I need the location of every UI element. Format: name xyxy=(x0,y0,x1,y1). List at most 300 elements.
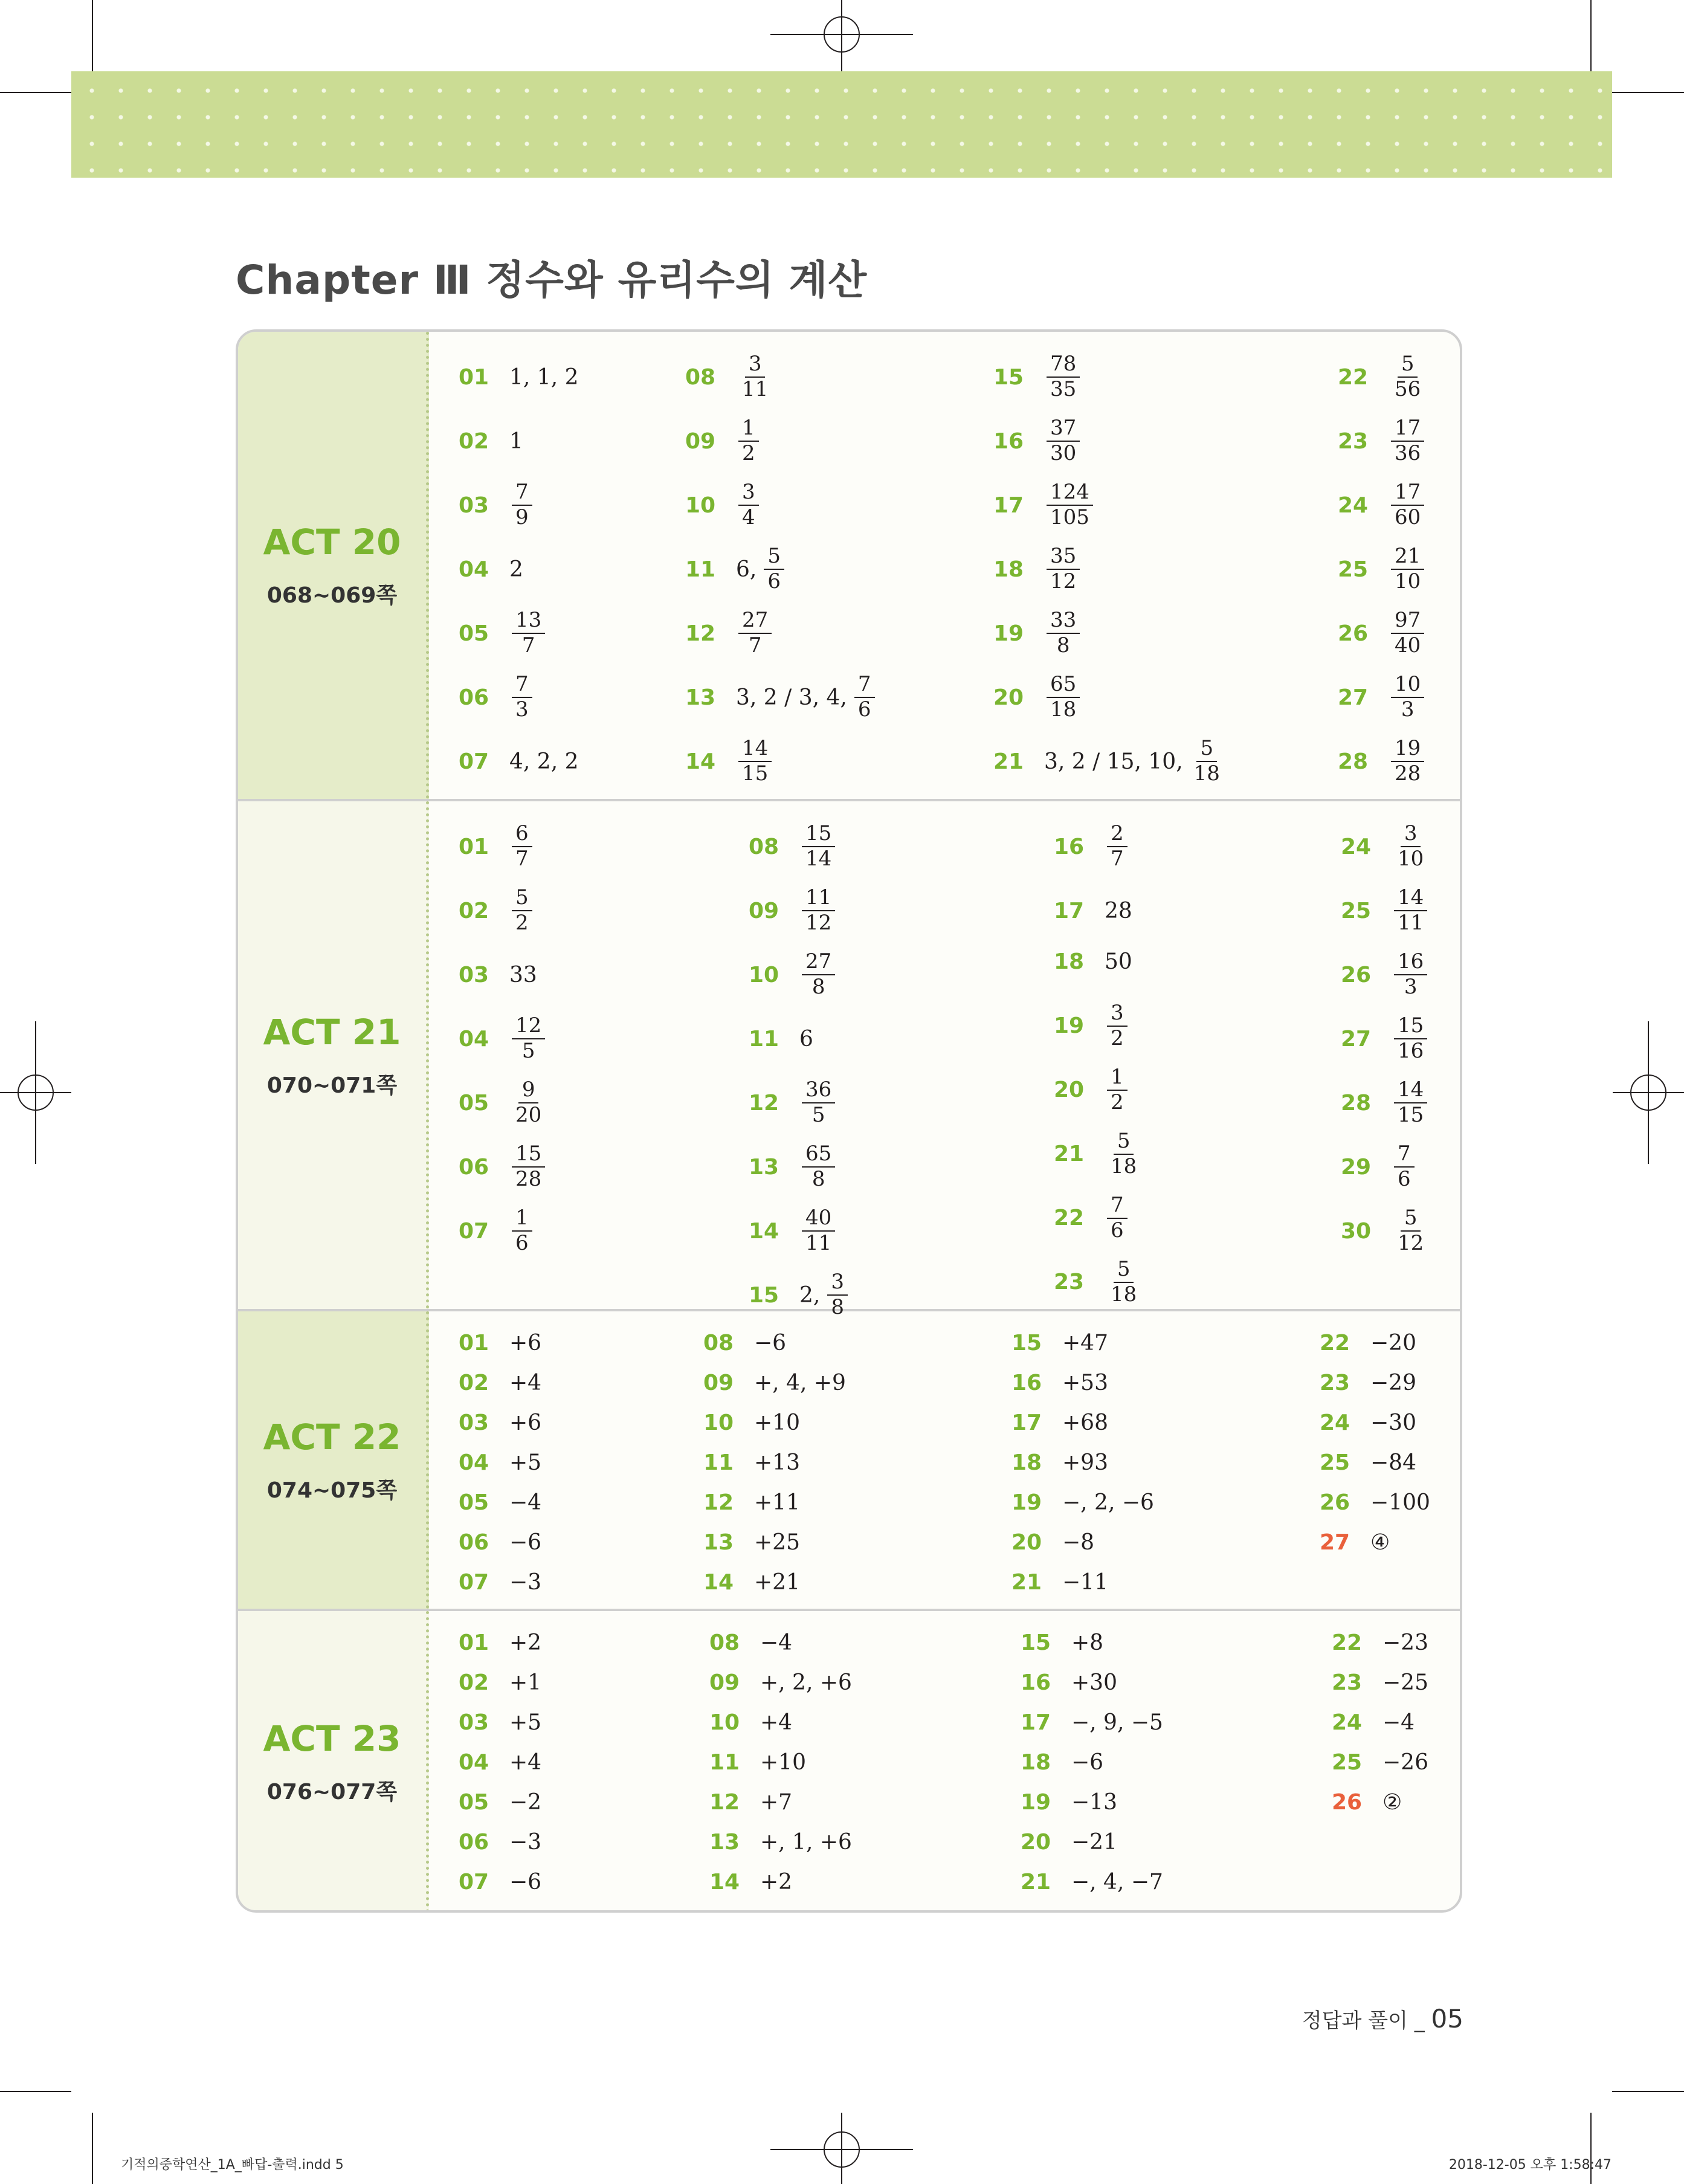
fraction xyxy=(738,418,759,464)
problem-number: 05 xyxy=(459,1090,489,1116)
fraction xyxy=(1391,674,1424,720)
answer-item xyxy=(1054,1188,1130,1249)
answer-text: −25 xyxy=(1382,1670,1428,1695)
problem-number: 01 xyxy=(459,364,489,390)
answer-value xyxy=(509,1450,541,1475)
answer-item xyxy=(1332,1772,1402,1832)
answer-item xyxy=(1054,932,1132,992)
answer-text: 6, xyxy=(736,557,757,582)
answer-value xyxy=(509,674,535,720)
problem-number: 02 xyxy=(459,428,489,454)
fraction xyxy=(1391,610,1424,656)
answer-item xyxy=(459,816,535,877)
problem-number: 09 xyxy=(685,428,716,454)
answer-text: +68 xyxy=(1062,1410,1108,1435)
answer-value xyxy=(1370,1410,1416,1435)
answer-value xyxy=(1062,1570,1108,1595)
fraction xyxy=(1107,1067,1128,1113)
answer-value xyxy=(1105,1067,1130,1113)
problem-number: 24 xyxy=(1332,1710,1363,1735)
answer-item xyxy=(993,539,1082,599)
answer-value xyxy=(1044,738,1226,784)
answer-text: −, 4, −7 xyxy=(1071,1869,1163,1895)
problem-number: 19 xyxy=(1021,1789,1051,1815)
answer-item xyxy=(1320,1512,1390,1572)
answer-value xyxy=(1389,674,1427,720)
problem-number: 21 xyxy=(1054,1142,1085,1167)
denominator: 6 xyxy=(1111,1218,1124,1242)
problem-number: 27 xyxy=(1320,1530,1350,1555)
answer-value xyxy=(1392,887,1430,934)
problem-number: 26 xyxy=(1341,962,1372,987)
answer-value xyxy=(1370,1450,1416,1475)
numerator: 1 xyxy=(738,418,759,442)
denominator: 6 xyxy=(857,697,871,722)
problem-number: 05 xyxy=(459,1490,489,1515)
act-title: ACT 20 xyxy=(263,522,401,563)
crop-mark xyxy=(1612,2091,1684,2092)
denominator: 15 xyxy=(742,761,769,786)
answer-text: +, 1, +6 xyxy=(760,1829,852,1855)
answer-value xyxy=(799,1143,837,1190)
answer-value xyxy=(754,1371,846,1395)
answer-item xyxy=(1054,1124,1143,1184)
act-title: ACT 23 xyxy=(263,1718,401,1759)
problem-number: 19 xyxy=(1054,1013,1085,1039)
answer-value xyxy=(1071,1750,1103,1775)
answer-value xyxy=(736,418,761,464)
problem-number: 10 xyxy=(709,1710,740,1735)
act-header xyxy=(238,1311,429,1609)
problem-number: 08 xyxy=(749,834,779,859)
denominator: 28 xyxy=(1395,761,1421,786)
problem-number: 12 xyxy=(749,1090,779,1116)
print-slug-file: 기적의중학연산_1A_빠답-출력.indd 5 xyxy=(121,2157,344,2173)
problem-number: 21 xyxy=(993,749,1024,774)
crop-mark xyxy=(1612,92,1684,93)
numerator: 3 xyxy=(738,482,759,506)
answer-value xyxy=(1370,1490,1430,1515)
numerator: 13 xyxy=(512,610,545,634)
answer-value xyxy=(1105,1003,1130,1049)
denominator: 18 xyxy=(1111,1282,1137,1307)
problem-number: 02 xyxy=(459,1370,489,1395)
answer-item xyxy=(993,411,1082,471)
act-title: ACT 21 xyxy=(263,1011,401,1053)
answer-text: 4, 2, 2 xyxy=(509,749,579,774)
answer-value xyxy=(1044,546,1082,592)
fraction xyxy=(1047,482,1093,528)
answer-value xyxy=(799,951,837,998)
denominator: 9 xyxy=(515,505,529,529)
answer-item xyxy=(459,603,547,664)
problem-number: 16 xyxy=(1054,834,1085,859)
problem-number: 22 xyxy=(1332,1630,1363,1655)
problem-number: 22 xyxy=(1054,1206,1085,1231)
denominator: 3 xyxy=(515,697,529,722)
problem-number: 03 xyxy=(459,1410,489,1435)
answer-value xyxy=(736,610,774,656)
answer-value xyxy=(754,1570,800,1595)
problem-number: 07 xyxy=(459,749,489,774)
answer-item xyxy=(459,1073,547,1133)
problem-number: 13 xyxy=(749,1154,779,1180)
answer-value xyxy=(736,546,787,592)
fraction xyxy=(512,610,545,656)
answer-value xyxy=(799,823,837,870)
problem-number: 21 xyxy=(1021,1869,1051,1895)
denominator: 10 xyxy=(1395,569,1421,593)
problem-number: 25 xyxy=(1341,898,1372,923)
answer-value xyxy=(736,738,774,784)
act-header xyxy=(238,332,429,799)
problem-number: 20 xyxy=(1021,1829,1051,1855)
fraction xyxy=(802,887,835,934)
answer-value xyxy=(1382,1670,1428,1695)
numerator: 5 xyxy=(1401,1207,1421,1232)
problem-number: 15 xyxy=(993,364,1024,390)
problem-number: 10 xyxy=(685,493,716,518)
fraction xyxy=(1394,1015,1427,1062)
answer-value xyxy=(509,1015,547,1062)
fraction xyxy=(1391,546,1424,592)
answer-text: 3, 2 / 3, 4, xyxy=(736,685,847,710)
answer-item xyxy=(459,1009,547,1069)
page-number: 05 xyxy=(1431,2004,1463,2034)
registration-mark xyxy=(18,1074,54,1111)
problem-number: 13 xyxy=(685,685,716,710)
fraction xyxy=(1391,354,1424,400)
answer-text: −23 xyxy=(1382,1630,1428,1655)
problem-number: 12 xyxy=(703,1490,734,1515)
problem-number: 17 xyxy=(993,493,1024,518)
fraction xyxy=(802,823,835,870)
numerator: 10 xyxy=(1391,674,1424,698)
denominator: 7 xyxy=(515,847,529,871)
answer-value xyxy=(760,1710,792,1735)
fraction xyxy=(1047,674,1080,720)
answer-text: +1 xyxy=(509,1670,542,1695)
answer-text: 1, 1, 2 xyxy=(509,364,579,390)
numerator: 17 xyxy=(1391,418,1424,442)
answer-item xyxy=(1341,945,1430,1005)
problem-number: 22 xyxy=(1320,1330,1350,1355)
answer-value xyxy=(1105,899,1132,923)
denominator: 7 xyxy=(1111,847,1124,871)
answer-text: 6 xyxy=(799,1026,813,1052)
act-section xyxy=(238,1611,1460,1913)
problem-number: 05 xyxy=(459,1789,489,1815)
problem-number: 28 xyxy=(1338,749,1369,774)
answer-item xyxy=(993,731,1226,792)
answer-text: +4 xyxy=(509,1749,542,1775)
answer-text: −3 xyxy=(509,1829,542,1855)
answer-item xyxy=(749,1073,837,1133)
answer-item xyxy=(459,1852,541,1912)
denominator: 14 xyxy=(805,847,832,871)
fraction xyxy=(802,1079,835,1126)
answer-value xyxy=(1105,1131,1143,1177)
problem-number: 25 xyxy=(1338,557,1369,582)
problem-number: 19 xyxy=(1011,1490,1042,1515)
answer-text: +2 xyxy=(760,1869,793,1895)
fraction xyxy=(738,482,759,528)
fraction xyxy=(802,1143,835,1190)
answer-value xyxy=(1062,1331,1108,1355)
answer-value xyxy=(1071,1870,1163,1895)
denominator: 35 xyxy=(1050,377,1077,401)
denominator: 2 xyxy=(1111,1026,1124,1050)
answer-value xyxy=(760,1630,792,1655)
page-footer xyxy=(1302,2004,1463,2034)
denominator: 60 xyxy=(1395,505,1421,529)
answer-value xyxy=(1370,1331,1416,1355)
problem-number: 28 xyxy=(1341,1090,1372,1116)
answer-text: +10 xyxy=(754,1410,800,1435)
problem-number: 04 xyxy=(459,1026,489,1052)
answer-value xyxy=(1392,1143,1417,1190)
answer-value xyxy=(509,1710,541,1735)
crop-mark xyxy=(1590,2113,1592,2184)
fraction xyxy=(512,1079,545,1126)
denominator: 18 xyxy=(1050,697,1077,722)
problem-number: 20 xyxy=(1054,1077,1085,1103)
problem-number: 06 xyxy=(459,1530,489,1555)
numerator: 78 xyxy=(1047,354,1080,378)
answer-value xyxy=(1389,610,1427,656)
answer-value xyxy=(509,557,523,582)
problem-number: 04 xyxy=(459,557,489,582)
answer-value xyxy=(509,1079,547,1126)
fraction xyxy=(1394,1079,1427,1126)
denominator: 7 xyxy=(521,633,535,657)
problem-number: 16 xyxy=(993,428,1024,454)
answer-text: +47 xyxy=(1062,1330,1108,1355)
answer-item xyxy=(993,667,1082,728)
answer-item xyxy=(1338,539,1427,599)
answer-item xyxy=(703,1552,800,1612)
answer-item xyxy=(993,603,1082,664)
answer-value xyxy=(760,1870,792,1895)
numerator: 5 xyxy=(1114,1131,1134,1155)
answer-text: 2, xyxy=(799,1282,821,1308)
fraction xyxy=(1391,418,1424,464)
answer-value xyxy=(1071,1790,1117,1815)
answer-item xyxy=(1338,667,1427,728)
answer-value xyxy=(509,1410,541,1435)
answer-text: +93 xyxy=(1062,1450,1108,1475)
denominator: 12 xyxy=(1050,569,1077,593)
problem-number: 09 xyxy=(703,1370,734,1395)
answer-value xyxy=(1062,1371,1108,1395)
problem-number: 03 xyxy=(459,962,489,987)
answer-item xyxy=(459,667,535,728)
act-page-range: 074~075쪽 xyxy=(266,1478,398,1503)
answer-item xyxy=(459,1201,535,1261)
denominator: 2 xyxy=(1111,1090,1124,1114)
problem-number: 01 xyxy=(459,1630,489,1655)
answer-text: −6 xyxy=(754,1330,787,1355)
problem-number: 27 xyxy=(1338,685,1369,710)
answer-value xyxy=(509,1530,541,1555)
answer-value xyxy=(754,1331,786,1355)
denominator: 16 xyxy=(1398,1039,1424,1063)
problem-number: 03 xyxy=(459,493,489,518)
denominator: 6 xyxy=(767,569,781,593)
problem-number: 18 xyxy=(1011,1450,1042,1475)
answer-value xyxy=(1389,482,1427,528)
problem-number: 06 xyxy=(459,1829,489,1855)
answer-text: −6 xyxy=(509,1530,542,1555)
answer-value xyxy=(509,482,535,528)
answer-value xyxy=(754,1530,800,1555)
answer-value xyxy=(736,354,774,400)
answer-text: −13 xyxy=(1071,1789,1117,1815)
numerator: 2 xyxy=(1107,823,1128,847)
answer-value xyxy=(1389,418,1427,464)
answer-text: +6 xyxy=(509,1330,542,1355)
numerator: 15 xyxy=(512,1143,545,1168)
problem-number: 11 xyxy=(709,1749,740,1775)
registration-mark xyxy=(1630,1074,1666,1111)
denominator: 7 xyxy=(748,633,762,657)
answer-text: −4 xyxy=(509,1490,542,1515)
numerator: 5 xyxy=(1114,1259,1134,1283)
problem-number: 24 xyxy=(1338,493,1369,518)
fraction xyxy=(512,1207,532,1254)
answer-value xyxy=(509,1371,541,1395)
answer-value xyxy=(509,1570,541,1595)
answer-text: ② xyxy=(1382,1789,1402,1815)
fraction xyxy=(512,887,532,934)
fraction xyxy=(738,354,772,400)
denominator: 2 xyxy=(742,441,755,465)
answer-text: +2 xyxy=(509,1630,542,1655)
answer-value xyxy=(1062,1530,1094,1555)
answer-value xyxy=(509,749,579,774)
fraction xyxy=(512,823,532,870)
answer-text: +11 xyxy=(754,1490,800,1515)
problem-number: 04 xyxy=(459,1749,489,1775)
registration-mark xyxy=(824,16,860,53)
denominator: 11 xyxy=(742,377,769,401)
answer-item xyxy=(1338,475,1427,535)
problem-number: 02 xyxy=(459,898,489,923)
denominator: 4 xyxy=(742,505,755,529)
numerator: 3 xyxy=(745,354,766,378)
denominator: 6 xyxy=(515,1231,529,1255)
problem-number: 18 xyxy=(993,557,1024,582)
fraction xyxy=(1047,546,1080,592)
answer-text: −100 xyxy=(1370,1490,1430,1515)
answer-value xyxy=(509,1630,541,1655)
answer-value xyxy=(1105,949,1132,974)
answer-value xyxy=(799,1207,837,1254)
answer-text: 1 xyxy=(509,428,523,454)
problem-number: 11 xyxy=(749,1026,779,1052)
answer-value xyxy=(509,823,535,870)
fraction xyxy=(802,951,835,998)
answer-value xyxy=(1370,1530,1390,1555)
answer-text: +10 xyxy=(760,1749,806,1775)
problem-number: 07 xyxy=(459,1869,489,1895)
answer-item xyxy=(459,945,537,1005)
answer-value xyxy=(509,887,535,934)
fraction xyxy=(738,738,772,784)
problem-number: 06 xyxy=(459,685,489,710)
problem-number: 09 xyxy=(749,898,779,923)
problem-number: 24 xyxy=(1320,1410,1350,1435)
problem-number: 25 xyxy=(1332,1749,1363,1775)
numerator: 7 xyxy=(512,674,532,698)
denominator: 3 xyxy=(1404,975,1418,999)
problem-number: 13 xyxy=(709,1829,740,1855)
numerator: 14 xyxy=(738,738,772,762)
problem-number: 29 xyxy=(1341,1154,1372,1180)
answer-value xyxy=(1044,482,1095,528)
act-title: ACT 22 xyxy=(263,1416,401,1458)
answer-item xyxy=(459,1552,541,1612)
numerator: 124 xyxy=(1047,482,1093,506)
problem-number: 23 xyxy=(1320,1370,1350,1395)
fraction xyxy=(512,1143,545,1190)
problem-number: 17 xyxy=(1011,1410,1042,1435)
answer-text: −2 xyxy=(509,1789,542,1815)
numerator: 36 xyxy=(802,1079,835,1103)
answer-value xyxy=(1105,1259,1143,1305)
answer-value xyxy=(1105,823,1130,870)
answer-item xyxy=(459,539,523,599)
fraction xyxy=(1391,738,1424,784)
problem-number: 23 xyxy=(1332,1670,1363,1695)
answer-value xyxy=(509,1830,541,1855)
denominator: 15 xyxy=(1398,1103,1424,1127)
answer-value xyxy=(1062,1490,1154,1515)
answer-value xyxy=(509,610,547,656)
print-slug-date: 2018-12-05 오후 1:58:47 xyxy=(1448,2157,1611,2173)
problem-number: 14 xyxy=(685,749,716,774)
fraction xyxy=(1190,738,1224,784)
answer-value xyxy=(1071,1670,1117,1695)
fraction xyxy=(512,674,532,720)
answer-item xyxy=(459,411,523,471)
problem-number: 14 xyxy=(703,1569,734,1595)
problem-number: 02 xyxy=(459,1670,489,1695)
answer-item xyxy=(1021,1852,1163,1912)
denominator: 3 xyxy=(1401,697,1415,722)
fraction xyxy=(854,674,875,720)
fraction xyxy=(1107,1131,1140,1177)
problem-number: 07 xyxy=(459,1218,489,1244)
denominator: 28 xyxy=(515,1167,542,1191)
numerator: 65 xyxy=(802,1143,835,1168)
answer-item xyxy=(685,347,774,407)
answer-value xyxy=(1062,1450,1108,1475)
numerator: 19 xyxy=(1391,738,1424,762)
problem-number: 24 xyxy=(1341,834,1372,859)
act-page-range: 076~077쪽 xyxy=(266,1780,398,1804)
header-banner xyxy=(71,71,1612,178)
crop-mark xyxy=(92,0,93,71)
answer-text: +21 xyxy=(754,1569,800,1595)
problem-number: 09 xyxy=(709,1670,740,1695)
answer-value xyxy=(1071,1710,1163,1735)
problem-number: 25 xyxy=(1320,1450,1350,1475)
answer-item xyxy=(993,475,1095,535)
answer-value xyxy=(1105,1195,1130,1241)
problem-number: 14 xyxy=(709,1869,740,1895)
numerator: 15 xyxy=(802,823,835,847)
